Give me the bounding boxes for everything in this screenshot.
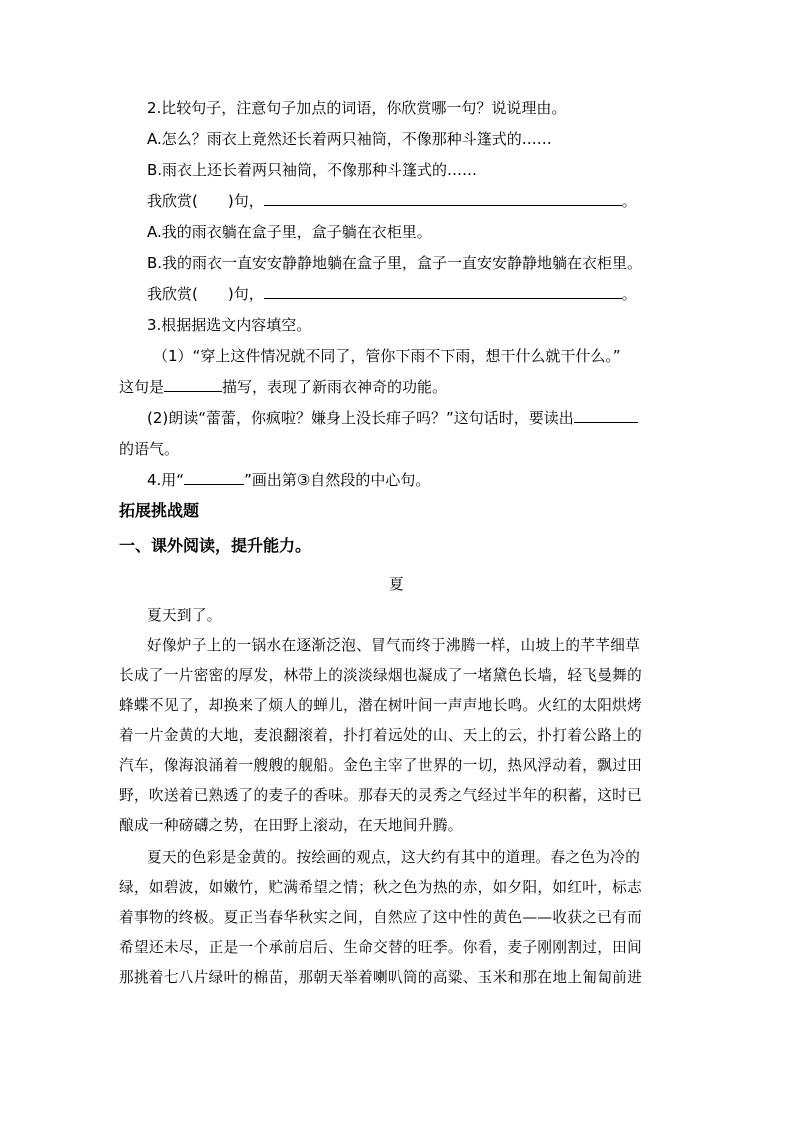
q2-set1-option-b: B.雨衣上还长着两只袖筒，不像那种斗篷式的…… (147, 161, 478, 179)
answer-end: 。 (621, 285, 637, 303)
passage-line: 好像炉子上的一锅水在逐渐泛泡、冒气而终于沸腾一样，山坡上的芊芊细草 (147, 637, 641, 654)
answer-mid: )句， (227, 285, 264, 303)
passage-line: 酿成一种磅礴之势，在田野上滚动，在天地间升腾。 (119, 817, 463, 834)
reason-blank[interactable] (264, 284, 622, 299)
reason-blank[interactable] (264, 191, 622, 206)
passage-line: 那挑着七八片绿叶的棉苗，那朝天举着喇叭筒的高粱、玉米和那在地上匍匐前进 (119, 969, 643, 986)
passage-line: 夏天到了。 (147, 607, 222, 624)
item1-blank[interactable] (164, 377, 222, 392)
passage-line: 着事物的终极。夏正当春华秋实之间，自然应了这中性的黄色——收获之已有而 (119, 909, 643, 926)
q2-set2-option-a: A.我的雨衣躺在盒子里，盒子躺在衣柜里。 (147, 223, 432, 241)
q2-set1-answer-line (147, 191, 637, 211)
section-heading: 拓展挑战题 (119, 501, 200, 520)
passage-line: 汽车，像海浪涌着一艘艘的舰船。金色主宰了世界的一切，热风浮动着，飘过田 (119, 757, 643, 774)
passage-line: 绿，如碧波，如嫩竹，贮满希望之情；秋之色为热的赤，如夕阳，如红叶，标志 (119, 879, 643, 896)
q4-blank[interactable] (184, 470, 244, 485)
q2-set2-option-b: B.我的雨衣一直安安静静地躺在盒子里，盒子一直安安静静地躺在衣柜里。 (147, 254, 643, 272)
q3-item2-line2: 的语气。 (119, 440, 180, 458)
passage-line: 野，吹送着已熟透了的麦子的香味。那春天的灵秀之气经过半年的积蓄，这时已 (119, 787, 643, 804)
passage-line: 希望还未尽，正是一个承前启后、生命交替的旺季。你看，麦子刚刚割过，田间 (119, 939, 643, 956)
section-subheading: 一、课外阅读，提升能力。 (119, 536, 312, 555)
q3-item1-line2 (119, 377, 447, 397)
passage-line: 长成了一片密密的厚发，林带上的淡淡绿烟也凝成了一堵黛色长墙，轻飞曼舞的 (119, 667, 643, 684)
item1-post: 描写，表现了新雨衣神奇的功能。 (222, 378, 448, 396)
q2-prompt: 2.比较句子，注意句子加点的词语，你欣赏哪一句？说说理由。 (147, 99, 567, 117)
q2-set2-answer-line (147, 284, 637, 304)
passage-line: 着一片金黄的大地，麦浪翻滚着，扑打着远处的山、天上的云，扑打着公路上的 (119, 727, 643, 744)
answer-prefix: 我欣赏( (147, 285, 198, 303)
q4-pre: 4.用“ (147, 471, 185, 489)
q3-item1-line1: （1）“穿上这件情况就不同了，管你下雨不下雨，想干什么就干什么。” (153, 347, 621, 365)
answer-prefix: 我欣赏( (147, 192, 198, 210)
q4-post: ”画出第③自然段的中心句。 (244, 471, 431, 489)
q2-set1-option-a: A.怎么？雨衣上竟然还长着两只袖筒，不像那种斗篷式的…… (147, 130, 552, 148)
passage-title: 夏 (389, 576, 404, 593)
q4-line (147, 470, 430, 490)
passage-line: 蜂蝶不见了，却换来了烦人的蝉儿，潜在树叶间一声声地长鸣。火红的太阳烘烤 (119, 697, 643, 714)
item2-blank[interactable] (574, 408, 638, 423)
answer-end: 。 (621, 192, 637, 210)
answer-mid: )句， (227, 192, 264, 210)
passage-line: 夏天的色彩是金黄的。按绘画的观点，这大约有其中的道理。春之色为冷的 (147, 849, 641, 866)
item2-text: (2)朗读“蕾蕾，你疯啦？嫌身上没长痱子吗？”这句话时，要读出 (147, 409, 574, 427)
q3-prompt: 3.根据据选文内容填空。 (147, 316, 312, 334)
item1-pre: 这句是 (119, 378, 165, 396)
q3-item2-line1 (147, 408, 638, 428)
